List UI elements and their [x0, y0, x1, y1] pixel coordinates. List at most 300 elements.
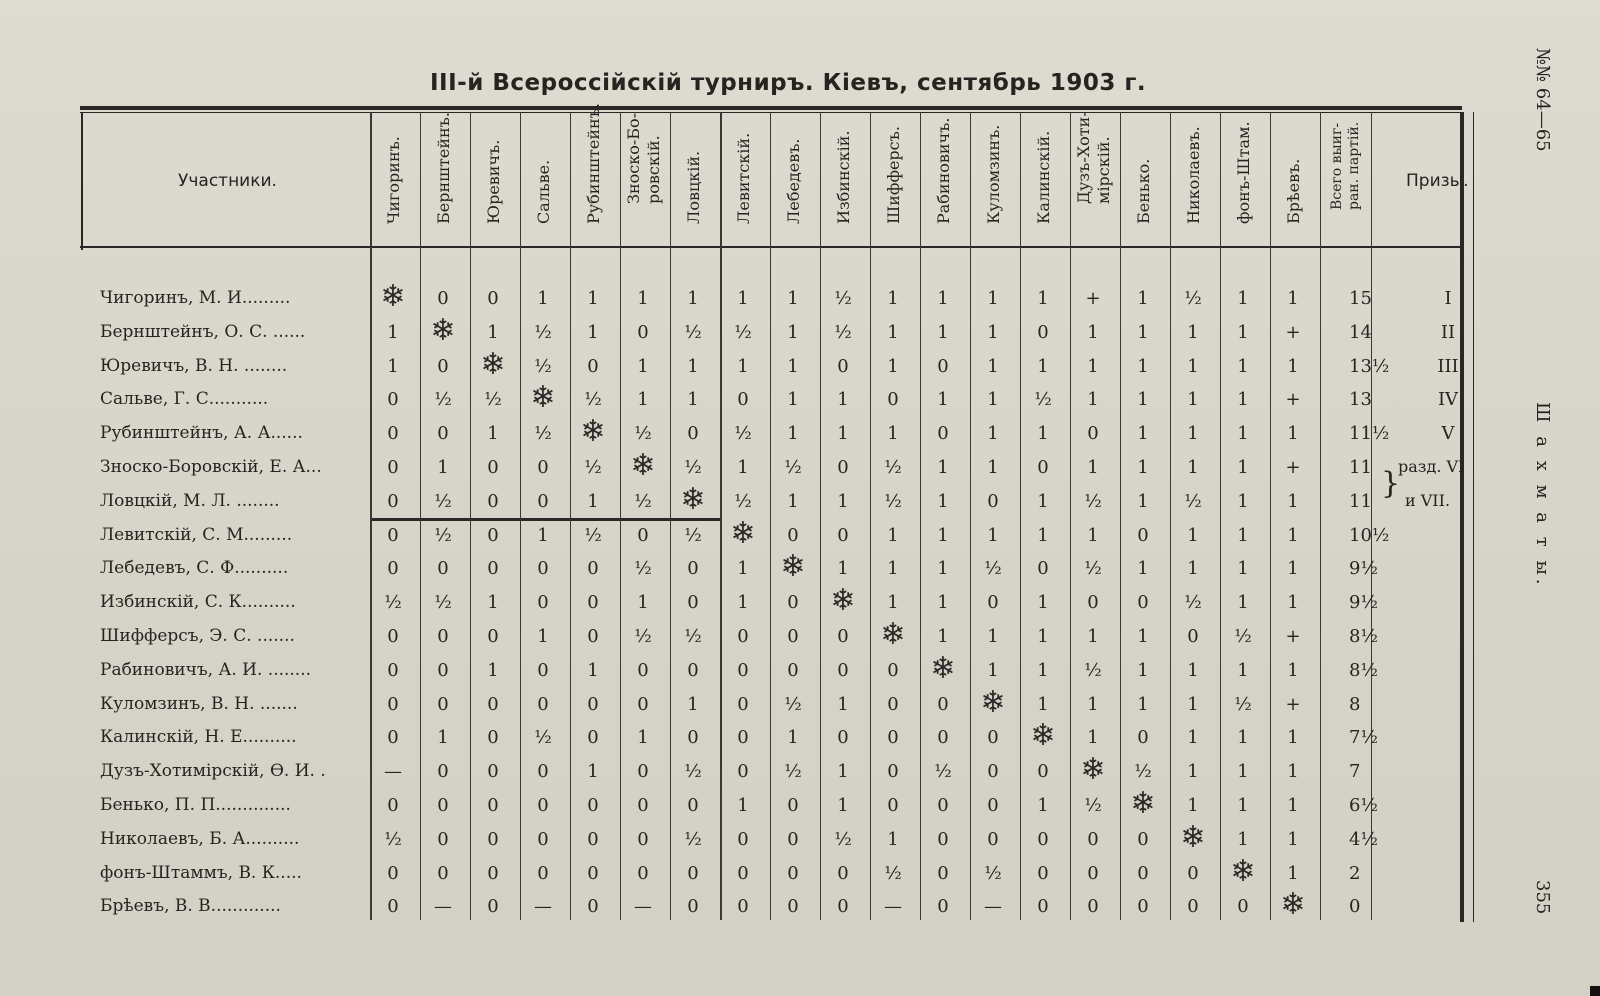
- score-cell: ½: [684, 457, 702, 478]
- score-cell: 1: [1287, 829, 1299, 850]
- column-header: [1022, 116, 1066, 248]
- player-name: Левитскій, С. М.........: [100, 525, 293, 545]
- score-cell: 1: [1137, 660, 1149, 681]
- score-cell: 1: [737, 288, 749, 309]
- score-cell: 1: [837, 389, 849, 410]
- score-cell: 0: [637, 761, 649, 782]
- column-header-label: Лебедевъ.: [784, 138, 803, 224]
- score-cell: ½: [1134, 761, 1152, 782]
- column-header: [672, 116, 716, 248]
- score-cell: 0: [837, 356, 849, 377]
- score-cell: 1: [387, 356, 399, 377]
- score-cell: 1: [687, 288, 699, 309]
- score-cell: 1: [1287, 525, 1299, 546]
- score-cell: 1: [687, 389, 699, 410]
- score-cell: 0: [1037, 863, 1049, 884]
- score-cell: 1: [637, 288, 649, 309]
- score-cell: 0: [487, 626, 499, 647]
- total-score: 8½: [1349, 660, 1378, 681]
- score-cell: 0: [437, 761, 449, 782]
- score-cell: 1: [787, 389, 799, 410]
- score-cell: —: [634, 896, 652, 917]
- score-cell: ½: [584, 525, 602, 546]
- score-cell: 0: [837, 863, 849, 884]
- score-cell: 0: [937, 896, 949, 917]
- table-top-rule-thin: [80, 112, 1462, 113]
- score-cell: ½: [634, 491, 652, 512]
- star-icon: ❄: [680, 482, 706, 517]
- score-cell: 1: [1287, 727, 1299, 748]
- self-cell-star-icon: [518, 380, 568, 415]
- score-cell: 0: [487, 761, 499, 782]
- score-cell: 0: [1037, 558, 1049, 579]
- score-cell: 1: [937, 525, 949, 546]
- score-cell: ½: [834, 829, 852, 850]
- score-cell: 0: [737, 829, 749, 850]
- score-cell: 0: [937, 727, 949, 748]
- score-cell: 1: [1187, 322, 1199, 343]
- score-cell: 0: [387, 795, 399, 816]
- score-cell: 0: [937, 863, 949, 884]
- column-header: [922, 116, 966, 248]
- score-cell: 0: [587, 694, 599, 715]
- total-header: [1324, 116, 1368, 248]
- score-cell: 0: [987, 829, 999, 850]
- score-cell: ½: [884, 457, 902, 478]
- score-cell: 1: [1137, 491, 1149, 512]
- prizes-header: Призы.: [1406, 171, 1469, 191]
- score-cell: 0: [1137, 592, 1149, 613]
- column-header-label: Рабиновичъ.: [934, 117, 953, 224]
- score-cell: 0: [887, 795, 899, 816]
- total-score: 8½: [1349, 626, 1378, 647]
- star-icon: ❄: [380, 279, 406, 314]
- star-icon: ❄: [880, 617, 906, 652]
- score-cell: 1: [1237, 389, 1249, 410]
- score-cell: 0: [737, 896, 749, 917]
- score-cell: ½: [484, 389, 502, 410]
- score-cell: +: [1285, 322, 1301, 343]
- score-cell: 0: [1037, 457, 1049, 478]
- score-cell: 1: [737, 558, 749, 579]
- group-separator-rule: [370, 518, 720, 521]
- total-header-label: Всего выиг- ран. партій.: [1329, 121, 1362, 210]
- score-cell: 1: [1187, 795, 1199, 816]
- score-cell: 0: [1137, 896, 1149, 917]
- self-cell-star-icon: [468, 347, 518, 382]
- self-cell-star-icon: [868, 617, 918, 652]
- table-top-rule: [80, 106, 1462, 110]
- score-cell: 0: [587, 863, 599, 884]
- score-cell: 0: [437, 356, 449, 377]
- score-cell: 1: [837, 423, 849, 444]
- score-cell: 0: [637, 694, 649, 715]
- issue-number: №№ 64—65: [1532, 48, 1553, 152]
- star-icon: ❄: [780, 549, 806, 584]
- score-cell: 0: [687, 727, 699, 748]
- score-cell: ½: [434, 389, 452, 410]
- score-cell: 0: [887, 761, 899, 782]
- score-cell: 1: [1137, 356, 1149, 377]
- score-cell: 0: [787, 829, 799, 850]
- score-cell: 0: [1087, 423, 1099, 444]
- column-header: [422, 112, 466, 248]
- score-cell: 1: [637, 389, 649, 410]
- score-cell: 1: [787, 423, 799, 444]
- score-cell: 0: [637, 829, 649, 850]
- score-cell: 1: [1187, 727, 1199, 748]
- score-cell: 1: [1237, 356, 1249, 377]
- score-cell: 0: [587, 829, 599, 850]
- score-cell: 0: [387, 863, 399, 884]
- player-name: Рабиновичъ, А. И. ........: [100, 660, 312, 680]
- score-cell: 1: [1087, 694, 1099, 715]
- score-cell: ½: [534, 423, 552, 444]
- score-cell: 1: [1237, 288, 1249, 309]
- player-name: Рубинштейнъ, А. А......: [100, 423, 303, 443]
- score-cell: 0: [837, 896, 849, 917]
- star-icon: ❄: [730, 516, 756, 551]
- page-title: III-й Всероссійскій турниръ. Кіевъ, сентябрь 1903 г.: [430, 70, 1147, 96]
- score-cell: 1: [937, 457, 949, 478]
- score-cell: ½: [534, 356, 552, 377]
- column-rule: [1320, 112, 1321, 920]
- score-cell: 0: [737, 626, 749, 647]
- score-cell: 1: [937, 626, 949, 647]
- score-cell: 1: [1237, 491, 1249, 512]
- score-cell: 1: [1037, 525, 1049, 546]
- score-cell: 1: [737, 795, 749, 816]
- score-cell: 1: [837, 795, 849, 816]
- score-cell: +: [1285, 626, 1301, 647]
- score-cell: 1: [887, 356, 899, 377]
- score-cell: ½: [784, 694, 802, 715]
- column-header: [522, 116, 566, 248]
- score-cell: ½: [684, 626, 702, 647]
- score-cell: 1: [1037, 626, 1049, 647]
- total-score: 4½: [1349, 829, 1378, 850]
- score-cell: 1: [887, 558, 899, 579]
- column-header: [622, 112, 666, 248]
- score-cell: 0: [387, 694, 399, 715]
- score-cell: 1: [1087, 626, 1099, 647]
- score-cell: 0: [487, 896, 499, 917]
- score-cell: 1: [937, 592, 949, 613]
- score-cell: 0: [437, 558, 449, 579]
- score-cell: 0: [487, 558, 499, 579]
- column-header-label: Рубинштейнъ.: [584, 103, 603, 224]
- score-cell: 0: [737, 389, 749, 410]
- score-cell: 0: [387, 491, 399, 512]
- score-cell: 1: [587, 660, 599, 681]
- score-cell: 1: [737, 457, 749, 478]
- score-cell: 1: [1237, 423, 1249, 444]
- score-cell: 1: [887, 322, 899, 343]
- score-cell: 1: [1187, 525, 1199, 546]
- column-header: [772, 116, 816, 248]
- score-cell: 0: [537, 761, 549, 782]
- column-header-label: Избинскій.: [834, 130, 853, 224]
- score-cell: 0: [1037, 829, 1049, 850]
- total-score: 14: [1349, 322, 1372, 343]
- score-cell: 1: [1087, 322, 1099, 343]
- shared-prize-line1: разд. VI: [1398, 457, 1465, 476]
- score-cell: 1: [637, 356, 649, 377]
- star-icon: ❄: [1280, 887, 1306, 922]
- score-cell: ½: [684, 322, 702, 343]
- score-cell: 1: [937, 491, 949, 512]
- score-cell: 1: [787, 322, 799, 343]
- score-cell: ½: [734, 423, 752, 444]
- score-cell: 0: [1037, 761, 1049, 782]
- score-cell: 1: [1287, 558, 1299, 579]
- score-cell: 0: [787, 896, 799, 917]
- score-cell: 1: [787, 356, 799, 377]
- score-cell: 0: [687, 660, 699, 681]
- score-cell: 1: [687, 356, 699, 377]
- score-cell: 0: [487, 863, 499, 884]
- score-cell: 1: [1037, 592, 1049, 613]
- prize-brace: }: [1381, 466, 1401, 501]
- score-cell: 1: [1187, 694, 1199, 715]
- score-cell: 0: [387, 896, 399, 917]
- self-cell-star-icon: [968, 685, 1018, 720]
- score-cell: 0: [837, 660, 849, 681]
- column-header-label: Николаевъ.: [1184, 126, 1203, 224]
- score-cell: 0: [737, 761, 749, 782]
- column-header-label: Куломзинъ.: [984, 124, 1003, 224]
- score-cell: ½: [1034, 389, 1052, 410]
- column-header-label: Калинскій.: [1034, 130, 1053, 224]
- star-icon: ❄: [830, 583, 856, 618]
- score-cell: 1: [987, 660, 999, 681]
- score-cell: 1: [1037, 423, 1049, 444]
- column-header: [572, 103, 616, 248]
- score-cell: 0: [437, 423, 449, 444]
- self-cell-star-icon: [818, 583, 868, 618]
- star-icon: ❄: [1080, 752, 1106, 787]
- score-cell: 0: [487, 457, 499, 478]
- score-cell: 1: [1287, 761, 1299, 782]
- score-cell: ½: [684, 525, 702, 546]
- score-cell: 0: [537, 795, 549, 816]
- score-cell: 1: [987, 457, 999, 478]
- score-cell: 0: [537, 457, 549, 478]
- column-header-label: Левитскій.: [734, 132, 753, 224]
- total-score: 9½: [1349, 558, 1378, 579]
- total-score: 10½: [1349, 525, 1390, 546]
- score-cell: 1: [587, 288, 599, 309]
- total-score: 7½: [1349, 727, 1378, 748]
- score-cell: ½: [1084, 795, 1102, 816]
- score-cell: ½: [584, 457, 602, 478]
- score-cell: 1: [887, 288, 899, 309]
- column-header: [1122, 116, 1166, 248]
- score-cell: 1: [437, 457, 449, 478]
- score-cell: +: [1085, 288, 1101, 309]
- score-cell: 1: [1037, 795, 1049, 816]
- score-cell: 0: [537, 863, 549, 884]
- player-name: Дузъ-Хотимірскій, Ѳ. И. .: [100, 761, 326, 781]
- score-cell: 1: [1137, 694, 1149, 715]
- score-cell: ½: [734, 491, 752, 512]
- score-cell: 1: [1187, 761, 1199, 782]
- score-cell: 1: [887, 525, 899, 546]
- score-cell: 0: [837, 626, 849, 647]
- player-name: Избинскій, С. К..........: [100, 592, 296, 612]
- score-cell: 0: [687, 558, 699, 579]
- star-icon: ❄: [580, 414, 606, 449]
- score-cell: 0: [837, 457, 849, 478]
- self-cell-star-icon: [368, 279, 418, 314]
- self-cell-star-icon: [1168, 820, 1218, 855]
- scan-corner-mark: [1590, 986, 1600, 996]
- score-cell: 1: [1137, 389, 1149, 410]
- column-header: [1072, 111, 1116, 248]
- column-header-label: Шифферсъ.: [884, 126, 903, 224]
- score-cell: 0: [437, 288, 449, 309]
- column-header: [972, 116, 1016, 248]
- score-cell: —: [534, 896, 552, 917]
- participants-header: Участники.: [178, 171, 277, 191]
- score-cell: 0: [887, 389, 899, 410]
- score-cell: 1: [1237, 592, 1249, 613]
- player-name: Чигоринъ, М. И.........: [100, 288, 291, 308]
- score-cell: 1: [987, 288, 999, 309]
- score-cell: 0: [687, 423, 699, 444]
- score-cell: 1: [1287, 592, 1299, 613]
- score-cell: 1: [537, 626, 549, 647]
- score-cell: 0: [787, 626, 799, 647]
- score-cell: 1: [1237, 829, 1249, 850]
- star-icon: ❄: [480, 347, 506, 382]
- prize-label: IV: [1437, 389, 1459, 410]
- score-cell: 0: [1037, 896, 1049, 917]
- score-cell: 1: [1087, 457, 1099, 478]
- score-cell: 0: [387, 423, 399, 444]
- score-cell: 0: [487, 525, 499, 546]
- score-cell: 0: [437, 829, 449, 850]
- column-header: [1222, 116, 1266, 248]
- table-right-border-thin: [1473, 112, 1474, 922]
- score-cell: 0: [987, 727, 999, 748]
- score-cell: 0: [1137, 727, 1149, 748]
- star-icon: ❄: [1230, 854, 1256, 889]
- score-cell: 0: [587, 356, 599, 377]
- score-cell: 0: [837, 525, 849, 546]
- score-cell: 0: [487, 694, 499, 715]
- score-cell: 1: [487, 592, 499, 613]
- score-cell: 0: [387, 626, 399, 647]
- total-score: 8: [1349, 694, 1361, 715]
- score-cell: ½: [984, 558, 1002, 579]
- score-cell: 0: [787, 863, 799, 884]
- section-name: Ш а х м а т ы.: [1532, 402, 1553, 589]
- star-icon: ❄: [530, 380, 556, 415]
- column-header: [1272, 116, 1316, 248]
- score-cell: 1: [1237, 558, 1249, 579]
- score-cell: ½: [1084, 660, 1102, 681]
- score-cell: ½: [834, 322, 852, 343]
- self-cell-star-icon: [768, 549, 818, 584]
- prize-label: I: [1444, 288, 1452, 309]
- score-cell: —: [434, 896, 452, 917]
- score-cell: 1: [887, 829, 899, 850]
- score-cell: 0: [537, 660, 549, 681]
- table-left-border: [81, 112, 83, 250]
- column-header: [872, 116, 916, 248]
- shared-prize-line2: и VII.: [1405, 491, 1451, 510]
- score-cell: 1: [1187, 558, 1199, 579]
- player-name: Зноско-Боровскій, Е. А...: [100, 457, 322, 477]
- score-cell: 0: [987, 761, 999, 782]
- score-cell: 0: [787, 525, 799, 546]
- score-cell: 1: [1087, 525, 1099, 546]
- score-cell: +: [1285, 694, 1301, 715]
- score-cell: 1: [837, 694, 849, 715]
- score-cell: 1: [1037, 660, 1049, 681]
- score-cell: 1: [937, 558, 949, 579]
- score-cell: 0: [1187, 863, 1199, 884]
- score-cell: 1: [937, 322, 949, 343]
- score-cell: 1: [1137, 626, 1149, 647]
- score-cell: 0: [687, 863, 699, 884]
- score-cell: 1: [387, 322, 399, 343]
- score-cell: 0: [587, 727, 599, 748]
- column-header-label: фонъ-Штам.: [1234, 121, 1253, 224]
- column-header: [822, 116, 866, 248]
- star-icon: ❄: [1030, 718, 1056, 753]
- score-cell: 0: [887, 694, 899, 715]
- score-cell: 0: [937, 829, 949, 850]
- score-cell: ½: [834, 288, 852, 309]
- column-header-label: Зноско-Бо- ровскій.: [624, 112, 663, 204]
- score-cell: ½: [734, 322, 752, 343]
- self-cell-star-icon: [1068, 752, 1118, 787]
- score-cell: 0: [387, 727, 399, 748]
- score-cell: 1: [737, 356, 749, 377]
- score-cell: 1: [1037, 694, 1049, 715]
- score-cell: 0: [1187, 626, 1199, 647]
- score-cell: 1: [987, 626, 999, 647]
- score-cell: 1: [1287, 660, 1299, 681]
- score-cell: ½: [884, 863, 902, 884]
- score-cell: —: [984, 896, 1002, 917]
- total-score: 11½: [1349, 423, 1390, 444]
- score-cell: 0: [537, 829, 549, 850]
- score-cell: 0: [1137, 863, 1149, 884]
- score-cell: 0: [387, 558, 399, 579]
- score-cell: 1: [987, 423, 999, 444]
- total-score: 11: [1349, 491, 1372, 512]
- score-cell: 0: [737, 660, 749, 681]
- score-cell: 0: [737, 863, 749, 884]
- score-cell: 0: [937, 423, 949, 444]
- score-cell: 1: [787, 491, 799, 512]
- player-name: Юревичъ, В. Н. ........: [100, 356, 288, 376]
- total-score: 11: [1349, 457, 1372, 478]
- score-cell: 0: [737, 727, 749, 748]
- score-cell: 0: [387, 525, 399, 546]
- score-cell: 0: [1087, 592, 1099, 613]
- score-cell: 0: [537, 694, 549, 715]
- score-cell: 1: [1237, 660, 1249, 681]
- score-cell: 0: [687, 896, 699, 917]
- self-cell-star-icon: [1018, 718, 1068, 753]
- column-header-label: Бенько.: [1134, 158, 1153, 224]
- score-cell: 0: [387, 389, 399, 410]
- self-cell-star-icon: [918, 651, 968, 686]
